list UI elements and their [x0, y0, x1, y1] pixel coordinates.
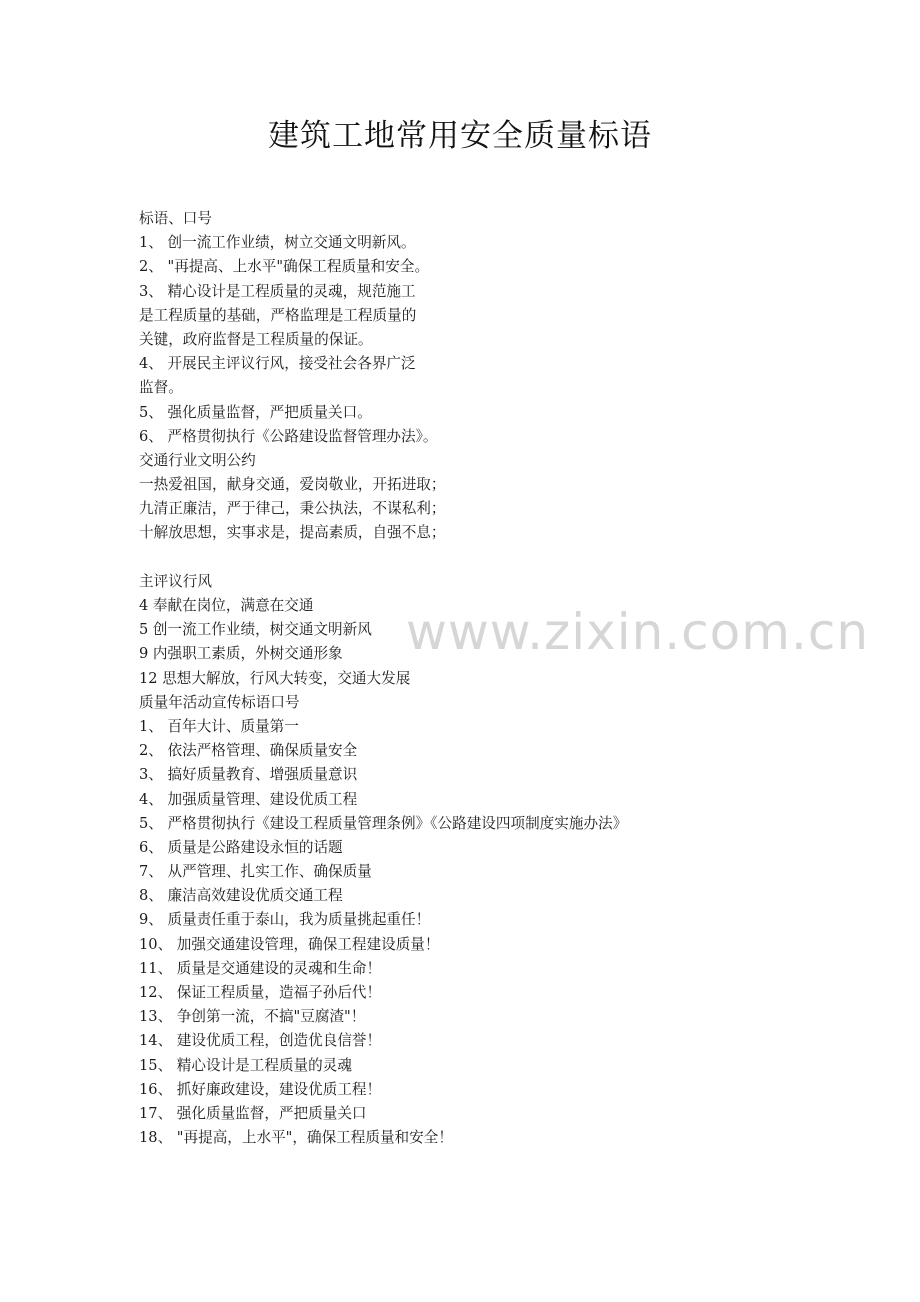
text-line: 1、 创一流工作业绩，树立交通文明新风。: [139, 234, 416, 252]
text-line: 3、 精心设计是工程质量的灵魂，规范施工: [139, 282, 416, 300]
text-line: 主评议行风: [139, 572, 212, 590]
text-line: 6、 严格贯彻执行《公路建设监督管理办法》。: [139, 427, 438, 445]
text-line: 是工程质量的基础，严格监理是工程质量的: [139, 306, 417, 324]
text-line: 2、 依法严格管理、确保质量安全: [139, 742, 358, 760]
text-line: 6、 质量是公路建设永恒的话题: [139, 838, 343, 856]
text-line: 九清正廉洁，严于律己，秉公执法，不谋私利；: [139, 500, 446, 518]
text-line: 十解放思想，实事求是，提高素质，自强不息；: [139, 524, 446, 542]
text-line: 15、 精心设计是工程质量的灵魂: [139, 1056, 352, 1074]
text-line: 16、 抓好廉政建设，建设优质工程！: [139, 1080, 382, 1098]
text-line: 4 奉献在岗位，满意在交通: [139, 597, 314, 614]
watermark: www.zixin.com.cn: [406, 603, 870, 661]
text-line: 4、 加强质量管理、建设优质工程: [139, 790, 358, 808]
text-line: 质量年活动宣传标语口号: [139, 693, 300, 711]
text-line: 4、 开展民主评议行风，接受社会各界广泛: [139, 355, 416, 373]
text-line: 12、 保证工程质量，造福子孙后代！: [139, 984, 382, 1001]
text-line: 5 创一流工作业绩，树交通文明新风: [139, 621, 372, 639]
blank-line: [139, 546, 739, 570]
text-line: 3、 搞好质量教育、增强质量意识: [139, 766, 358, 784]
document-title: 建筑工地常用安全质量标语: [268, 118, 652, 154]
text-line: 11、 质量是交通建设的灵魂和生命！: [139, 959, 382, 977]
text-line: 交通行业文明公约: [139, 451, 256, 469]
text-line: 8、 廉洁高效建设优质交通工程: [139, 887, 343, 905]
document-body: [139, 207, 739, 1150]
text-line: 10、 加强交通建设管理，确保工程建设质量！: [139, 935, 440, 953]
text-line: 14、 建设优质工程，创造优良信誉！: [139, 1032, 382, 1050]
text-line: 7、 从严管理、扎实工作、确保质量: [139, 863, 372, 881]
text-line: 9、 质量责任重于泰山，我为质量挑起重任！: [139, 911, 431, 929]
text-line: 5、 强化质量监督，严把质量关口。: [139, 403, 372, 421]
text-line: 18、 "再提高，上水平"，确保工程质量和安全！: [139, 1129, 453, 1147]
text-line: 2、 "再提高、上水平"确保工程质量和安全。: [139, 258, 430, 276]
text-line: 标语、口号: [139, 210, 212, 227]
text-line: 5、 严格贯彻执行《建设工程质量管理条例》《公路建设四项制度实施办法》: [139, 814, 628, 832]
text-line: 监督。: [139, 379, 183, 397]
text-line: 13、 争创第一流，不搞"豆腐渣"！: [139, 1008, 366, 1026]
text-line: 9 内强职工素质，外树交通形象: [139, 645, 343, 663]
text-line: 12 思想大解放，行风大转变，交通大发展: [139, 669, 411, 687]
text-line: 关键，政府监督是工程质量的保证。: [139, 330, 373, 348]
text-line: 17、 强化质量监督，严把质量关口: [139, 1104, 367, 1122]
text-line: 1、 百年大计、质量第一: [139, 717, 299, 735]
text-line: 一热爱祖国，献身交通，爱岗敬业，开拓进取；: [139, 476, 446, 494]
